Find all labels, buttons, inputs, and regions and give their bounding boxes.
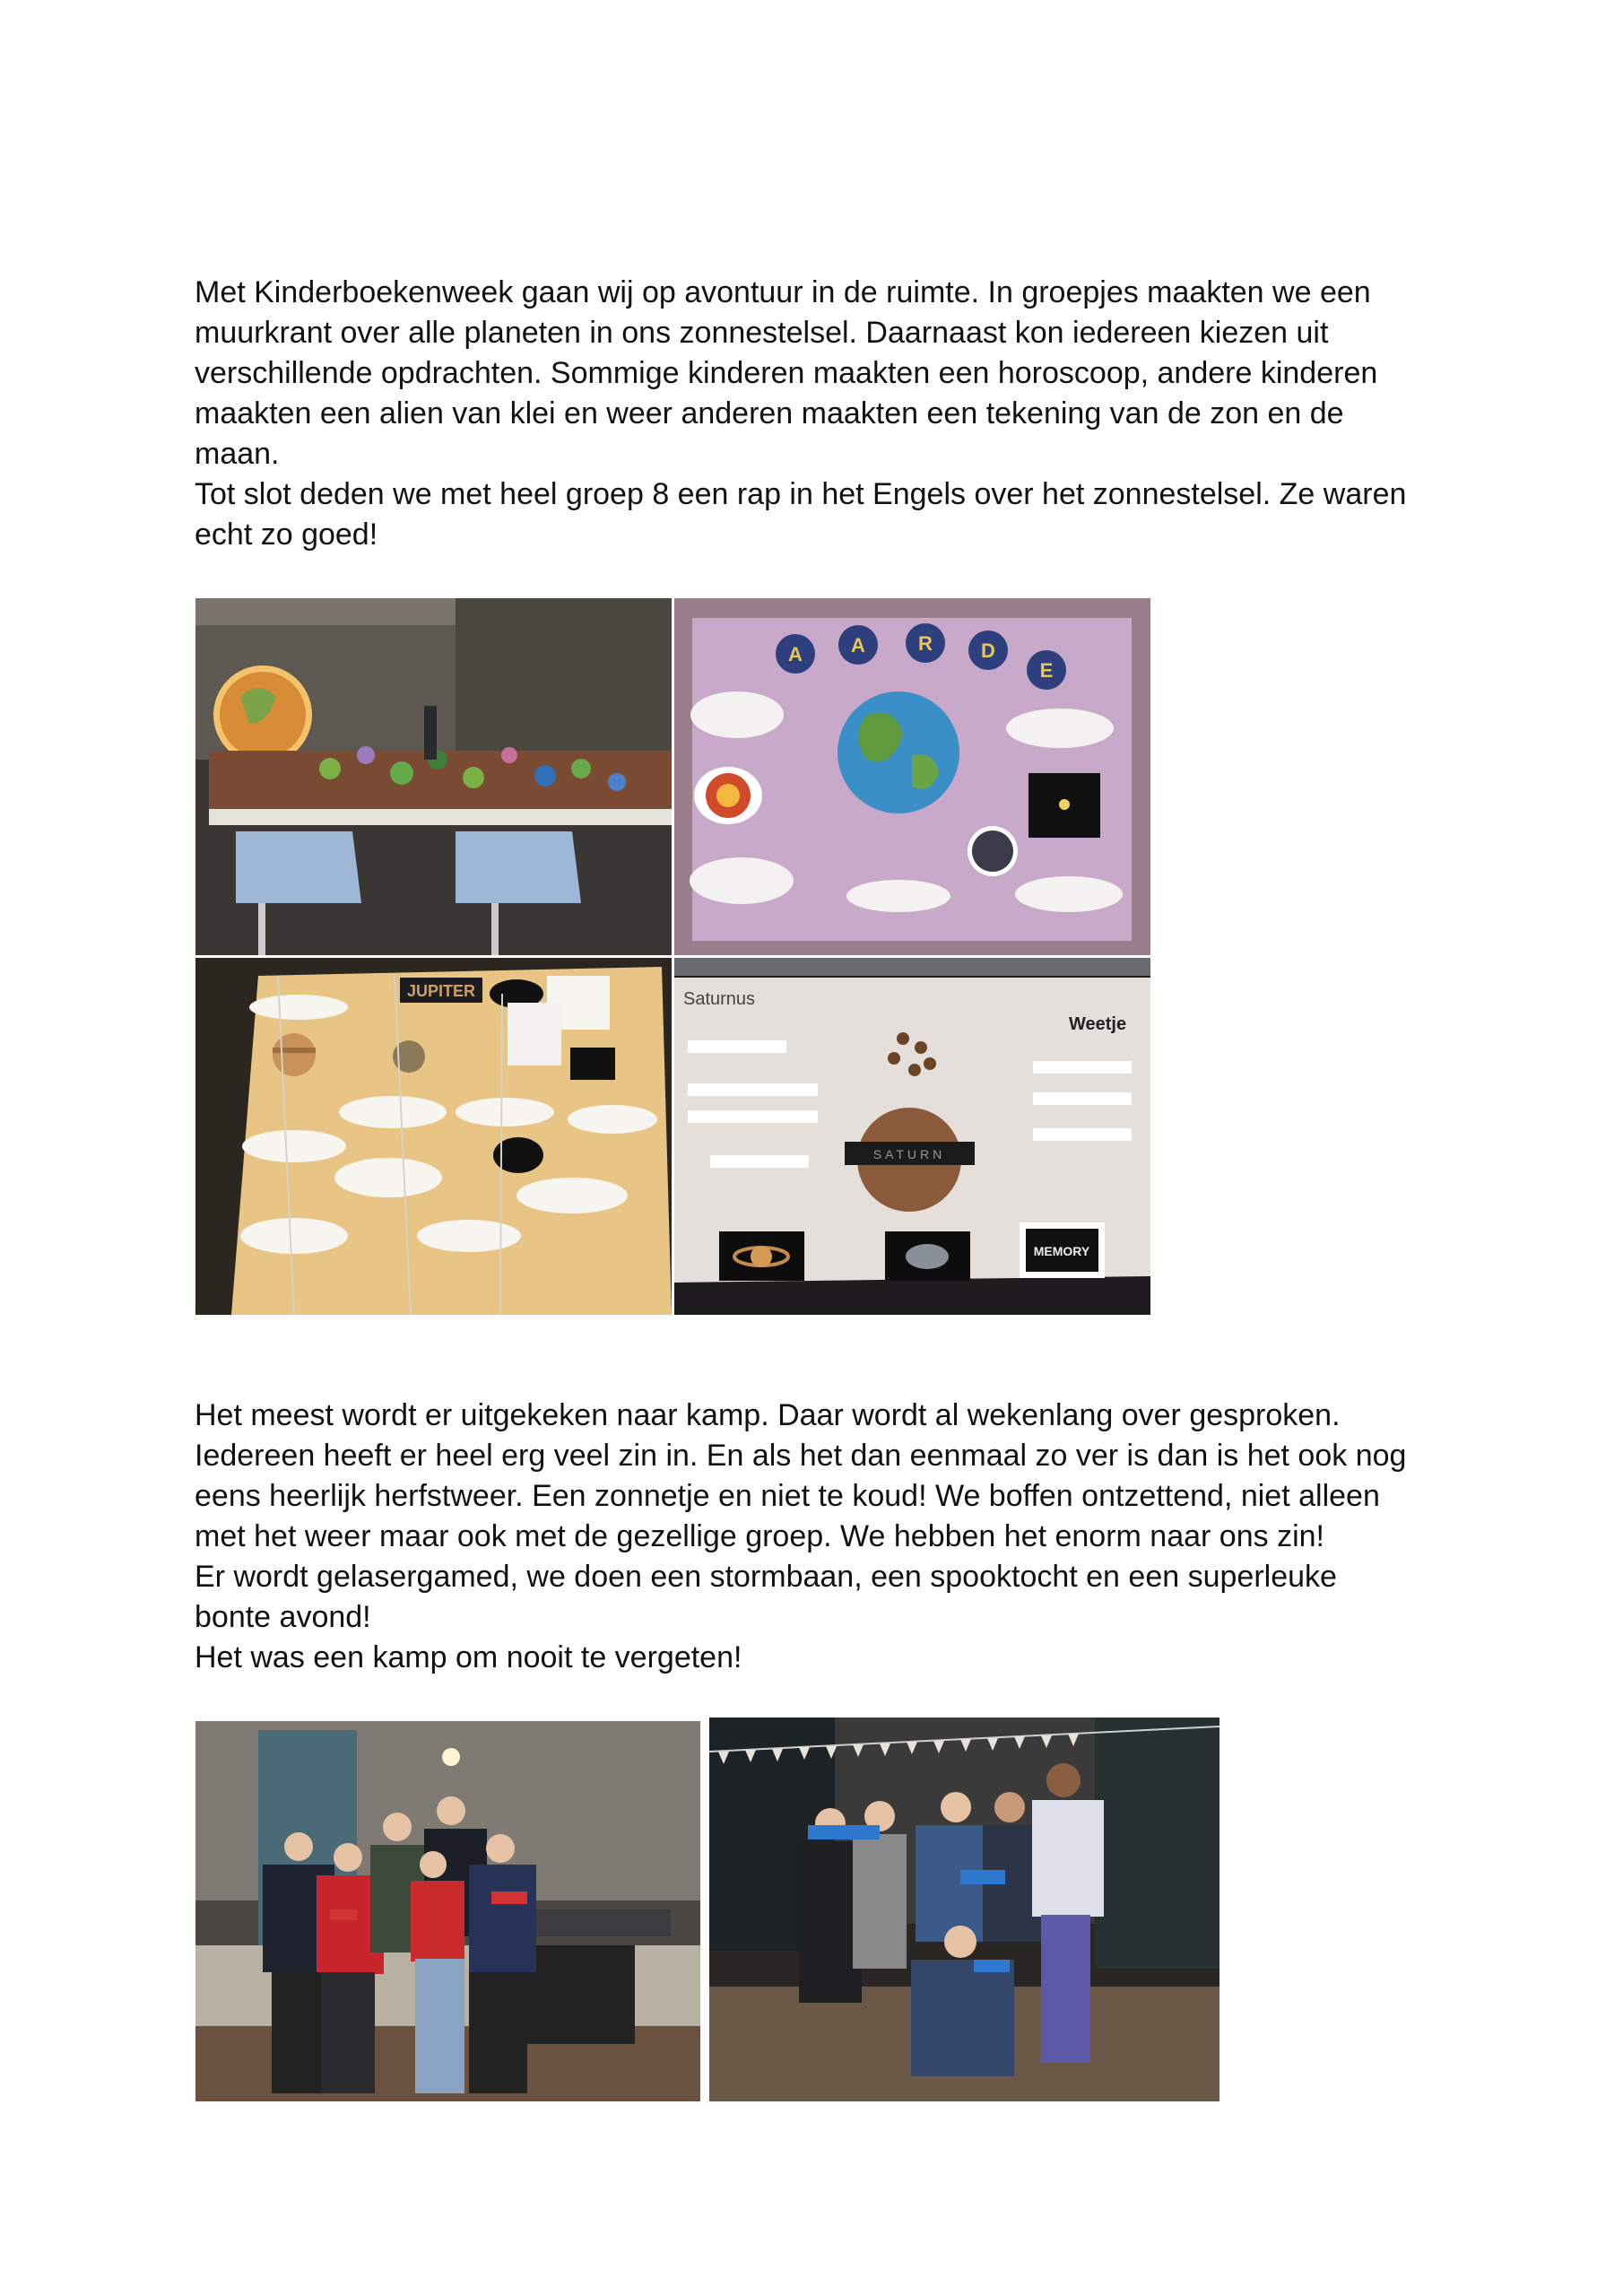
weetje-label: Weetje <box>1069 1014 1127 1034</box>
text-line: eens heerlijk herfstweer. Een zonnetje en niet te koud! We boffen ontzettend, niet alleen <box>195 1479 1380 1513</box>
photo-lasergame-group-2 <box>709 1718 1219 2101</box>
aarde-letter: E <box>1039 659 1054 682</box>
jupiter-title: JUPITER <box>406 982 476 1000</box>
text-line: Tot slot deden we met heel groep 8 een rap in het Engels over het zonnestelsel. Ze waren <box>195 477 1407 511</box>
text-line: Iedereen heeft er heel erg veel zin in. En als het dan eenmaal zo ver is dan is het ook nog <box>195 1439 1407 1473</box>
text-line: muurkrant over alle planeten in ons zonnestelsel. Daarnaast kon iedereen kiezen uit <box>195 316 1329 350</box>
aarde-letter: A <box>788 643 803 665</box>
photo-collage-planets <box>195 598 1150 1315</box>
text-line: maan. <box>195 437 280 471</box>
photo-lasergame-group-1 <box>195 1721 700 2101</box>
text-line: met het weer maar ook met de gezellige groep. We hebben het enorm naar ons zin! <box>195 1519 1324 1553</box>
text-line: Het was een kamp om nooit te vergeten! <box>195 1640 742 1674</box>
text-line: maakten een alien van klei en weer anderen maakten een tekening van de zon en de <box>195 396 1344 430</box>
aarde-letter: D <box>981 639 995 662</box>
text-line: verschillende opdrachten. Sommige kinderen maakten een horoscoop, andere kinderen <box>195 356 1378 390</box>
memory-label: MEMORY <box>1033 1244 1090 1258</box>
text-line: echt zo goed! <box>195 517 378 552</box>
photo-clay-aliens <box>195 598 672 955</box>
intro-paragraph <box>195 273 1450 555</box>
saturn-label: SATURN <box>872 1147 946 1161</box>
photo-jupiter-poster <box>195 958 672 1315</box>
text-line: Het meest wordt er uitgekeken naar kamp. Daar wordt al wekenlang over gesproken. <box>195 1398 1341 1432</box>
camp-paragraph <box>195 1396 1450 1678</box>
text-line: Er wordt gelasergamed, we doen een stormbaan, een spooktocht en een superleuke <box>195 1560 1337 1594</box>
text-line: bonte avond! <box>195 1600 371 1634</box>
aarde-letter: R <box>918 632 933 655</box>
aarde-letter: A <box>851 634 865 657</box>
saturnus-title: Saturnus <box>683 989 756 1009</box>
text-line: Met Kinderboekenweek gaan wij op avontuur in de ruimte. In groepjes maakten we een <box>195 275 1371 309</box>
photo-aarde-poster <box>674 598 1150 955</box>
photo-saturnus-poster <box>674 958 1150 1315</box>
